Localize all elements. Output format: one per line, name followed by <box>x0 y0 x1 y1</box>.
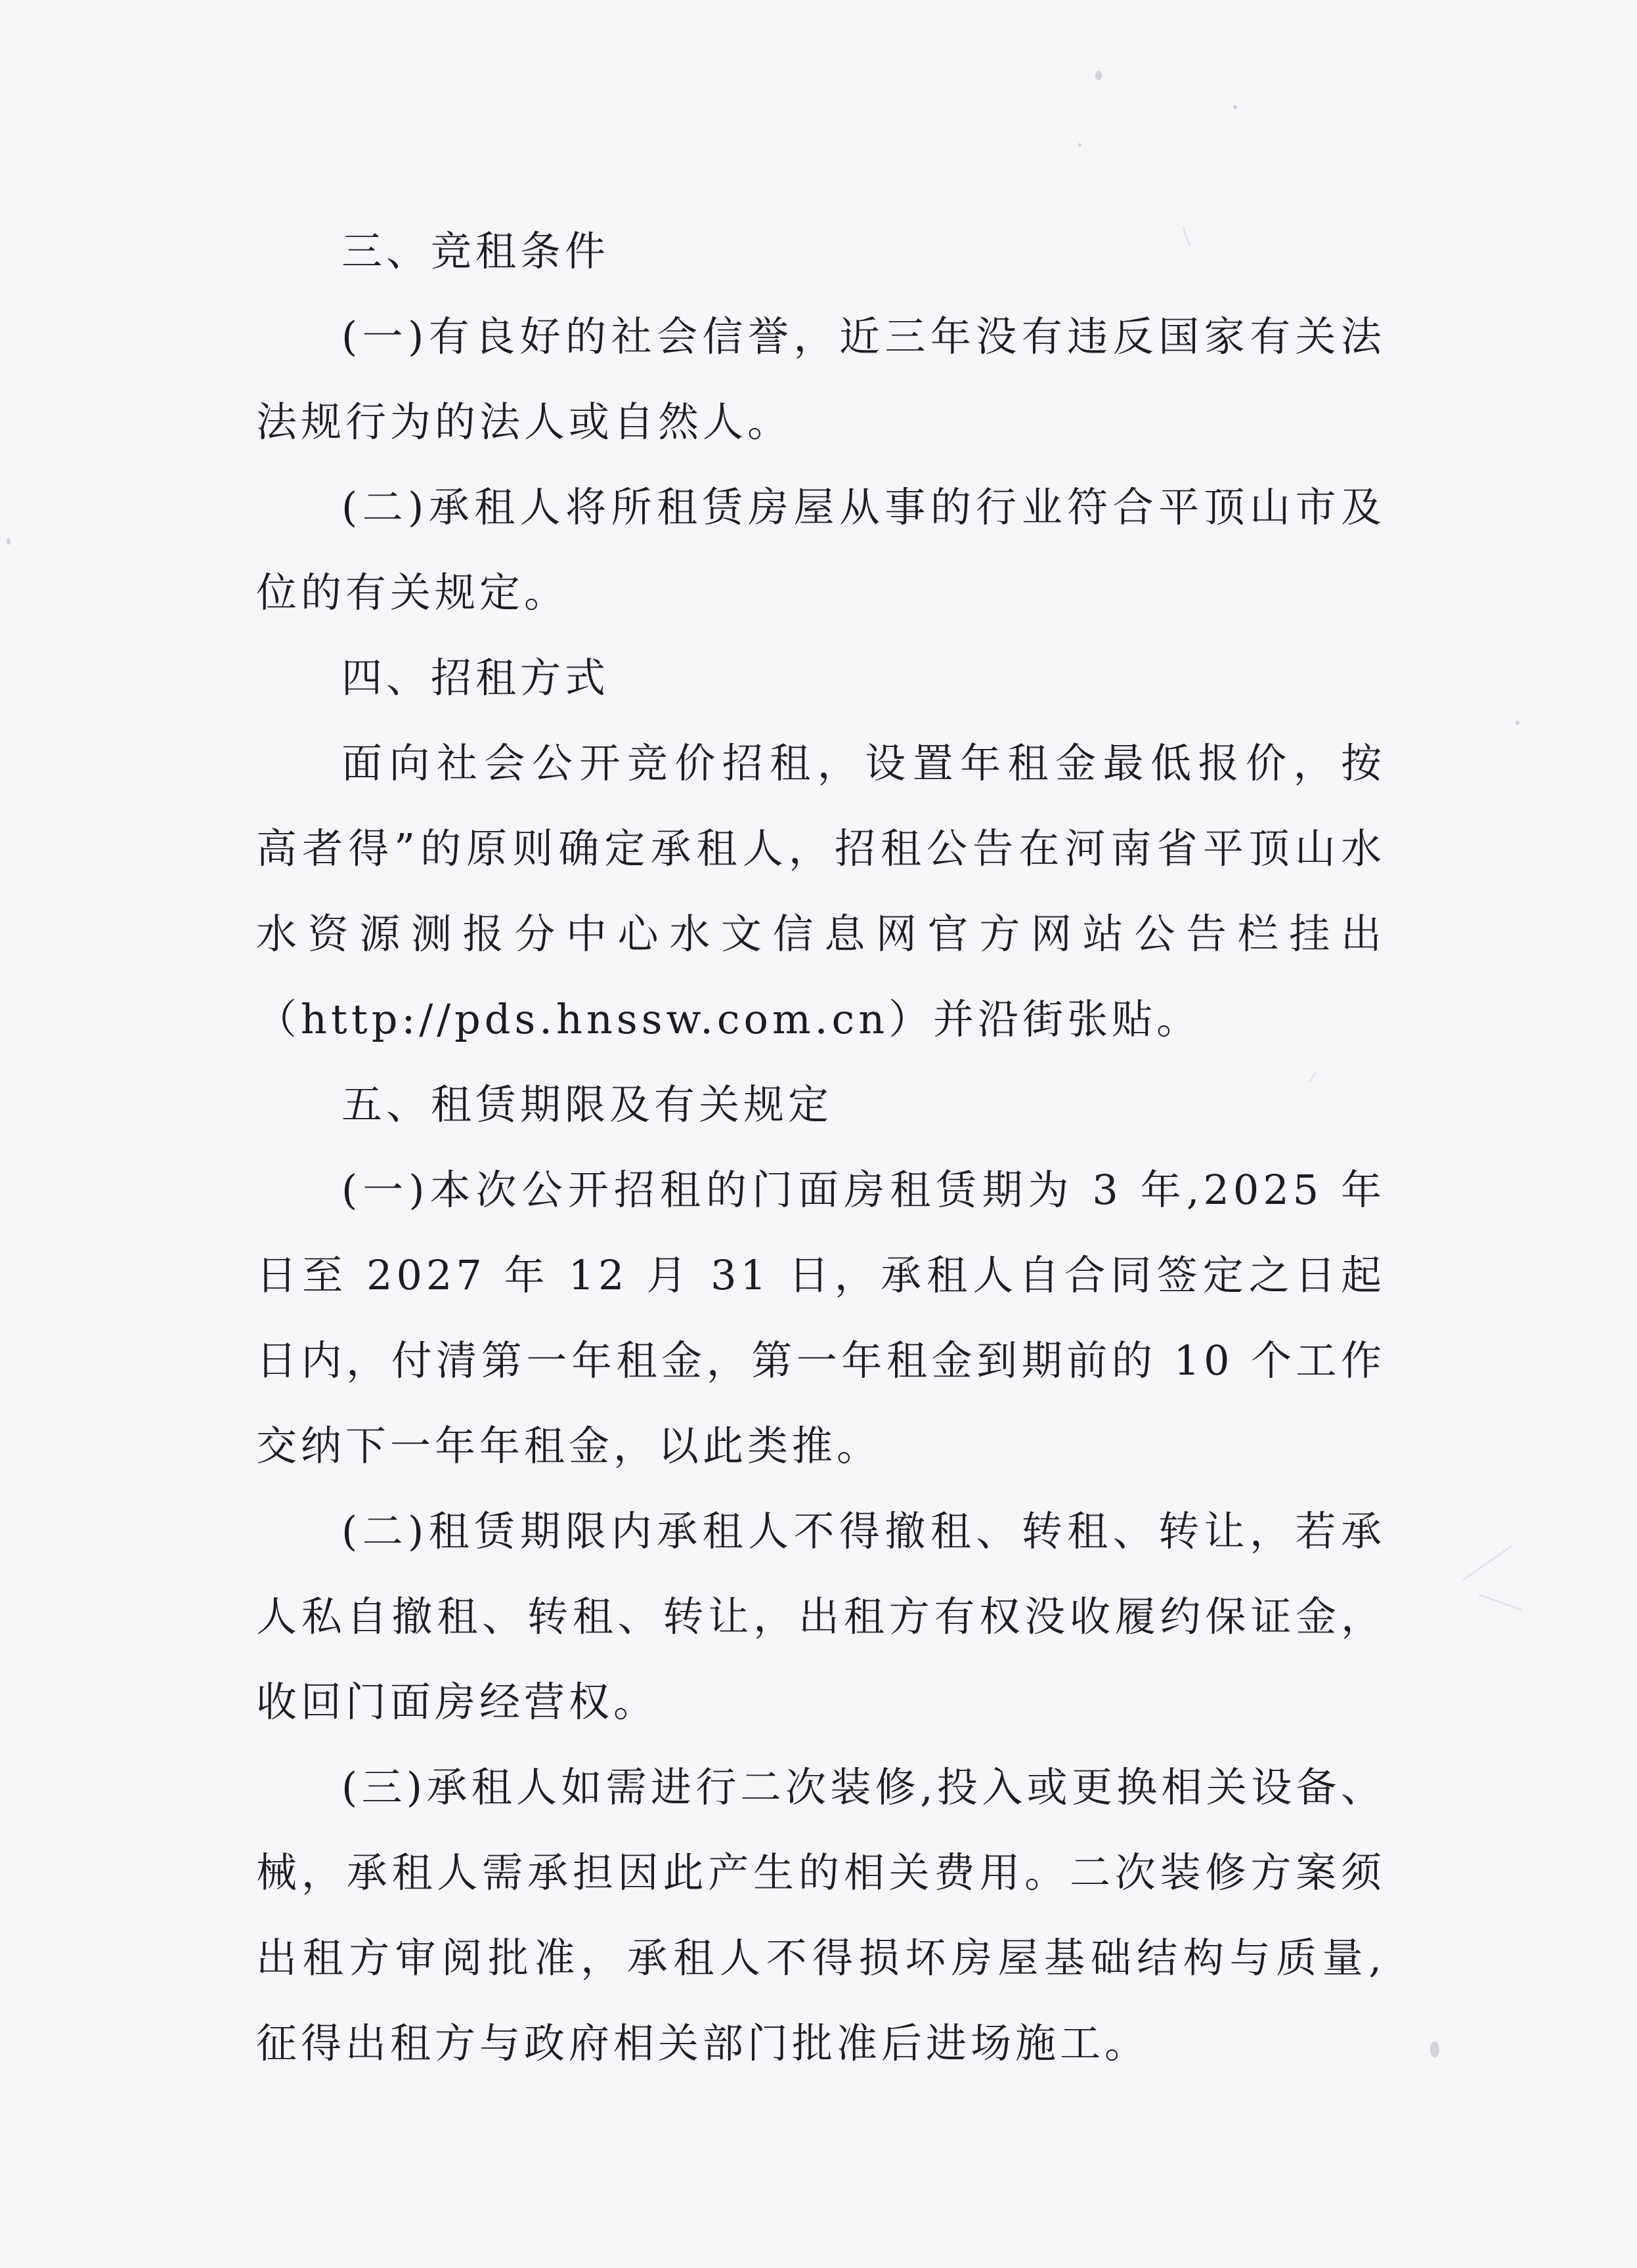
paragraph-line: (二)承租人将所租赁房屋从事的行业符合平顶山市及 <box>341 483 1386 531</box>
paragraph-line: 水资源测报分中心水文信息网官方网站公告栏挂出 <box>256 910 1386 958</box>
scan-speck <box>1233 105 1237 109</box>
paragraph-line: 收回门面房经营权。 <box>256 1678 659 1726</box>
scan-speck <box>1078 143 1081 146</box>
scan-speck <box>1095 71 1102 80</box>
paragraph-line: 日至 2027 年 12 月 31 日，承租人自合同签定之日起 <box>256 1251 1386 1299</box>
paragraph-line: 日内，付清第一年租金，第一年租金到期前的 10 个工作 <box>256 1337 1386 1384</box>
paragraph-line: 高者得”的原则确定承租人，招租公告在河南省平顶山水 <box>256 824 1386 872</box>
scan-scratch <box>1463 1545 1512 1580</box>
paragraph-line: (二)租赁期限内承租人不得撤租、转租、转让，若承 <box>341 1507 1386 1555</box>
section-heading-lease-term: 五、租赁期限及有关规定 <box>341 1081 833 1128</box>
scan-scratch <box>1479 1594 1522 1611</box>
document-body <box>256 209 1386 2086</box>
paragraph-line: 交纳下一年年租金，以此类推。 <box>256 1422 882 1470</box>
paragraph-line-url: （http://pds.hnssw.com.cn）并沿街张贴。 <box>256 995 1202 1043</box>
paragraph-line: 征得出租方与政府相关部门批准后进场施工。 <box>256 2019 1150 2067</box>
paragraph-line: (一)本次公开招租的门面房租赁期为 3 年,2025 年 <box>341 1166 1386 1214</box>
paragraph-line: 面向社会公开竞价招租，设置年租金最低报价，按 <box>341 739 1386 787</box>
scan-speck <box>1516 721 1519 725</box>
paragraph-line: (一)有良好的社会信誉，近三年没有违反国家有关法 <box>341 312 1386 360</box>
scan-speck <box>7 538 11 545</box>
paragraph-line: 出租方审阅批准，承租人不得损坏房屋基础结构与质量, <box>256 1934 1386 1982</box>
paragraph-line: 位的有关规定。 <box>256 568 569 616</box>
paragraph-line: (三)承租人如需进行二次装修,投入或更换相关设备、 <box>341 1763 1386 1811</box>
section-heading-bidding-conditions: 三、竞租条件 <box>341 227 610 275</box>
scan-speck <box>1430 2042 1439 2057</box>
paragraph-line: 人私自撤租、转租、转让，出租方有权没收履约保证金， <box>256 1593 1386 1640</box>
section-heading-leasing-method: 四、招租方式 <box>341 654 610 702</box>
paragraph-line: 法规行为的法人或自然人。 <box>256 398 793 446</box>
paragraph-line: 械，承租人需承担因此产生的相关费用。二次装修方案须 <box>256 1849 1386 1896</box>
